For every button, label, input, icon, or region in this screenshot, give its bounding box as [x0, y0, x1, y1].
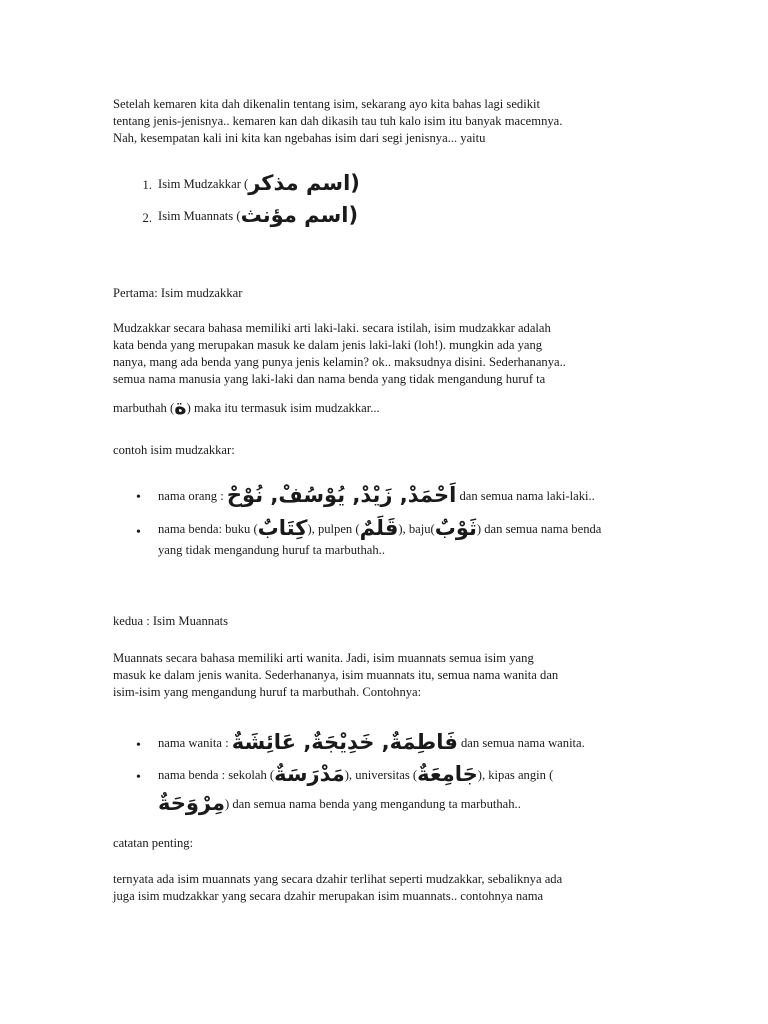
mudzakkar-paragraph	[113, 320, 658, 388]
para-line: juga isim mudzakkar yang secara dzahir merupakan isim muannats.. contohnya nama	[113, 889, 544, 903]
list-number: 2.	[142, 211, 152, 225]
para-line: nanya, mang ada benda yang punya jenis kelamin? ok.. maksudnya disini. Sederhananya..	[113, 355, 566, 369]
text-segment: ), kipas angin (	[477, 768, 554, 782]
text-segment: nama wanita :	[158, 736, 232, 750]
bullet-dot: •	[136, 738, 141, 753]
text-segment: dan semua nama wanita.	[457, 736, 585, 750]
arabic-names: اَحْمَدْ, زَيْدْ, يُوْسُفْ, نُوْحْ	[226, 483, 457, 507]
text-segment: ) dan semua nama benda	[476, 522, 602, 536]
note-label: catatan penting:	[113, 836, 194, 850]
list-number: 1.	[142, 178, 152, 192]
text-segment: ), pulpen (	[307, 522, 360, 536]
arabic-word: جَامِعَةٌ	[417, 762, 478, 786]
para-line: kata benda yang merupakan masuk ke dalam jenis laki-laki (loh!). mungkin ada yang	[113, 338, 543, 352]
text-segment: nama orang :	[158, 489, 227, 503]
para-line: ternyata ada isim muannats yang secara dzahir terlihat seperti mudzakkar, sebaliknya ada	[113, 872, 563, 886]
arabic-word: قَلَمٌ	[359, 516, 399, 540]
muannats-paragraph	[113, 650, 658, 701]
example-label: contoh isim mudzakkar:	[113, 443, 235, 457]
para-line: Mudzakkar secara bahasa memiliki arti laki-laki. secara istilah, isim mudzakkar adalah	[113, 321, 551, 335]
text-segment: ), universitas (	[344, 768, 418, 782]
text-segment: marbuthah (	[113, 401, 175, 415]
arabic-word: ثَوْبٌ	[434, 516, 477, 540]
text-segment: ), baju(	[398, 522, 435, 536]
arabic-names: فَاطِمَةٌ, خَدِيْجَةٌ, عَائِشَةٌ	[231, 730, 458, 754]
close-paren: )	[350, 171, 360, 195]
bullet-dot: •	[136, 525, 141, 540]
bullet-item-continuation	[158, 792, 638, 814]
arabic-word: مَدْرَسَةٌ	[274, 762, 345, 786]
close-paren: )	[348, 203, 359, 227]
para-last-line	[113, 396, 658, 418]
bullet-dot: •	[136, 770, 141, 785]
text-segment: nama benda : sekolah (	[158, 768, 275, 782]
bullet-dot: •	[136, 490, 141, 505]
arabic-word: كِتَابٌ	[257, 516, 308, 540]
para-line: Muannats secara bahasa memiliki arti wanita. Jadi, isim muannats semua isim yang	[113, 651, 534, 665]
list-item-text: Isim Mudzakkar (	[158, 177, 249, 191]
bullet-item-continuation: yang tidak mengandung huruf ta marbuthah..	[158, 543, 385, 557]
note-paragraph	[113, 871, 658, 905]
text-segment: ) maka itu termasuk isim mudzakkar...	[186, 401, 380, 415]
ta-marbuthah-letter: ة	[174, 395, 187, 419]
intro-line: Setelah kemaren kita dah dikenalin tentang isim, sekarang ayo kita bahas lagi sedikit	[113, 97, 541, 111]
bullet-item	[158, 731, 638, 753]
para-line: semua nama manusia yang laki-laki dan nama benda yang tidak mengandung huruf ta	[113, 372, 546, 386]
para-line: masuk ke dalam jenis wanita. Sederhananya, isim muannats itu, semua nama wanita dan	[113, 668, 559, 682]
para-line: isim-isim yang mengandung huruf ta marbuthah. Contohnya:	[113, 685, 422, 699]
section-heading: Pertama: Isim mudzakkar	[113, 286, 243, 300]
bullet-item	[158, 517, 638, 539]
list-item	[158, 204, 658, 226]
arabic-word: مِرْوَحَةٌ	[158, 791, 225, 815]
section-heading: kedua : Isim Muannats	[113, 614, 229, 628]
bullet-item	[158, 484, 638, 506]
list-item	[158, 172, 658, 194]
arabic-term: اسم مذكر	[248, 171, 351, 195]
list-item-text: Isim Muannats (	[158, 209, 241, 223]
bullet-item	[158, 763, 618, 785]
text-segment: dan semua nama laki-laki..	[456, 489, 595, 503]
intro-paragraph	[113, 96, 658, 147]
intro-line: Nah, kesempatan kali ini kita kan ngebahas isim dari segi jenisnya... yaitu	[113, 131, 486, 145]
intro-line: tentang jenis-jenisnya.. kemaren kan dah dikasih tau tuh kalo isim itu banyak macemnya.	[113, 114, 563, 128]
arabic-term: اسم مؤنث	[240, 203, 349, 227]
text-segment: nama benda: buku (	[158, 522, 258, 536]
text-segment: ) dan semua nama benda yang mengandung ta marbuthah..	[225, 797, 521, 811]
